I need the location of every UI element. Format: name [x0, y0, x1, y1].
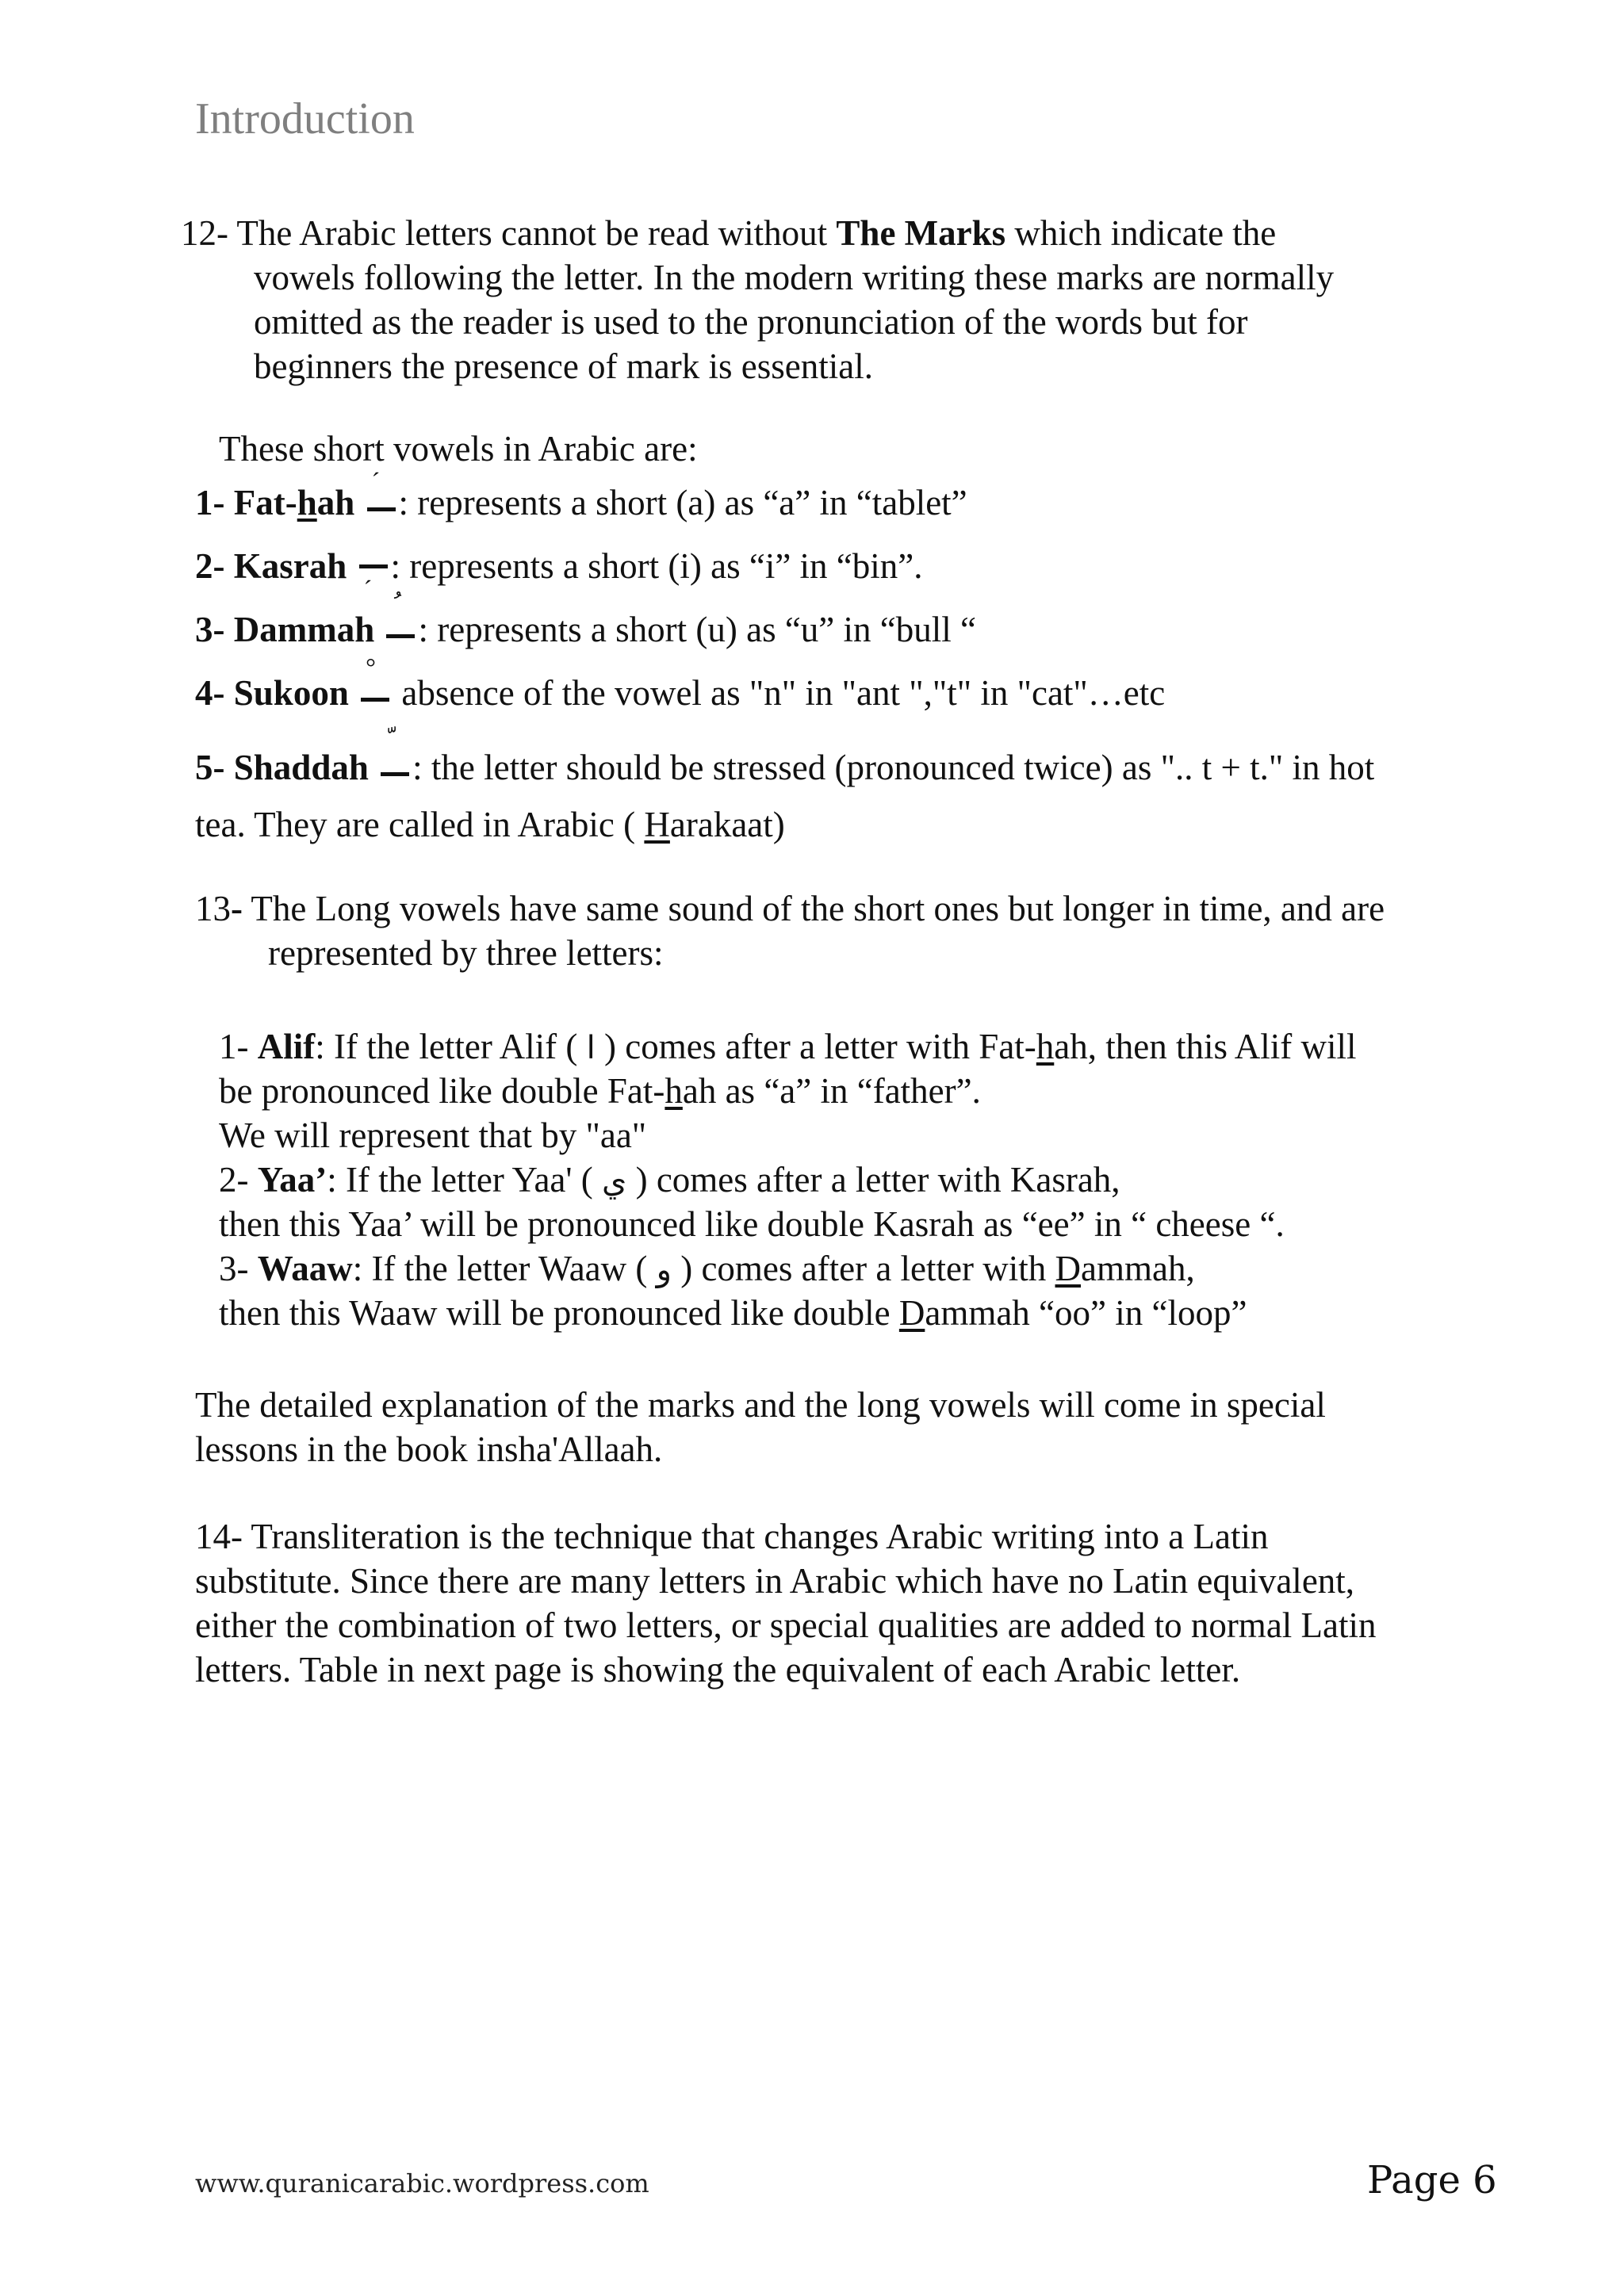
shaddah-line-2: tea. They are called in Arabic ( Harakaat) [195, 805, 785, 844]
dammah-description: : represents a short (u) as “u” in “bull “ [418, 610, 976, 649]
yaa-line-2: then this Yaa’ will be pronounced like double Kasrah as “ee” in “ cheese “. [219, 1204, 1285, 1244]
p14-line-2: substitute. Since there are many letters in Arabic which have no Latin equivalent, [195, 1561, 1355, 1601]
fathah-label: 1- Fat-hah [195, 483, 355, 522]
shaddah-description: : the letter should be stressed (pronounced twice) as ".. t + t." in hot [412, 748, 1375, 787]
alif-line-2: be pronounced like double Fat-hah as “a” in “father”. [219, 1071, 981, 1111]
detail-line-1: The detailed explanation of the marks and the long vowels will come in special [195, 1385, 1326, 1425]
kasrah-description: : represents a short (i) as “i” in “bin”. [390, 546, 923, 586]
p12-text: 12- The Arabic letters cannot be read without [181, 213, 837, 253]
fathah-line [195, 467, 967, 525]
waaw-letter-icon: و [656, 1252, 672, 1288]
shaddah-label: 5- Shaddah [195, 748, 369, 787]
page-header-title: Introduction [195, 94, 415, 144]
p14-line-1: 14- Transliteration is the technique that changes Arabic writing into a Latin [195, 1517, 1269, 1556]
short-vowels-intro: These short vowels in Arabic are: [219, 429, 698, 469]
sukoon-description: absence of the vowel as "n" in "ant ","t" in "cat"…etc [393, 673, 1166, 713]
p13-line-1: 13- The Long vowels have same sound of the short ones but longer in time, and are [195, 889, 1385, 928]
dammah-mark-icon [383, 610, 418, 641]
waaw-line-2: then this Waaw will be pronounced like double Dammah “oo” in “loop” [219, 1293, 1247, 1333]
sukoon-label: 4- Sukoon [195, 673, 349, 713]
footer-website-url: www.quranicarabic.wordpress.com [195, 2168, 649, 2198]
alif-line-3: We will represent that by "aa" [219, 1115, 647, 1155]
yaa-line-1: 2- Yaa’: If the letter Yaa' ( ي ) comes after a letter with Kasrah, [219, 1160, 1120, 1200]
footer-page-number: Page 6 [1367, 2158, 1497, 2202]
alif-line-1: 1- Alif: If the letter Alif ( ا ) comes after a letter with Fat-hah, then this Alif will [219, 1027, 1357, 1066]
waaw-line-1: 3- Waaw: If the letter Waaw ( و ) comes after a letter with Dammah, [219, 1249, 1195, 1288]
p12-line-2: vowels following the letter. In the modern writing these marks are normally [254, 258, 1335, 297]
fathah-description: : represents a short (a) as “a” in “tablet” [398, 483, 967, 522]
p14-line-3: either the combination of two letters, or special qualities are added to normal Latin [195, 1605, 1377, 1645]
p12-line-1 [181, 211, 1276, 255]
shaddah-line [195, 745, 1374, 790]
detail-line-2: lessons in the book insha'Allaah. [195, 1429, 663, 1469]
dammah-line [195, 607, 976, 652]
p14-line-4: letters. Table in next page is showing the equivalent of each Arabic letter. [195, 1650, 1241, 1689]
fathah-mark-icon: ´ [364, 483, 399, 515]
sukoon-mark-icon: ° [358, 673, 393, 705]
kasrah-label: 2- Kasrah [195, 546, 347, 586]
p12-text: which indicate the [1005, 213, 1277, 253]
the-marks-term: The Marks [836, 213, 1006, 253]
p12-line-4: beginners the presence of mark is essential. [254, 346, 873, 386]
dammah-label: 3- Dammah [195, 610, 375, 649]
p12-line-3: omitted as the reader is used to the pronunciation of the words but for [254, 302, 1248, 342]
yaa-letter-icon: ي [602, 1163, 627, 1200]
kasrah-line [195, 544, 923, 603]
alif-letter-icon: ا [586, 1030, 596, 1066]
sukoon-line [195, 652, 1166, 715]
p13-line-2: represented by three letters: [268, 933, 664, 973]
shaddah-mark-icon [377, 748, 412, 779]
kasrah-mark-icon: ´ [356, 546, 391, 578]
